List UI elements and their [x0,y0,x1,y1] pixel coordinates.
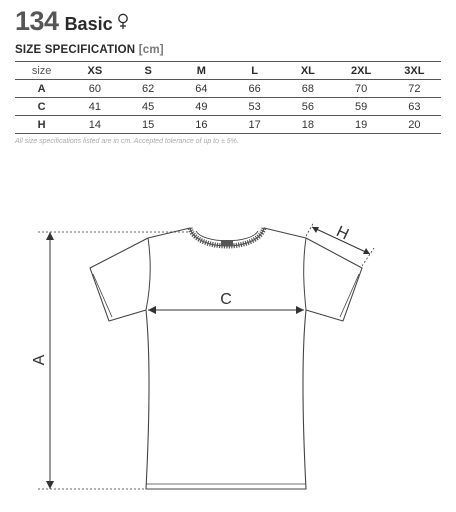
label-a: A [31,354,48,366]
column-header: 3XL [388,62,441,80]
table-cell: 56 [281,98,334,116]
table-cell: 17 [228,116,281,134]
table-cell: 63 [388,98,441,116]
table-cell: 19 [335,116,388,134]
label-h: H [333,223,352,244]
table-cell: 18 [281,116,334,134]
tshirt-outline [90,228,362,489]
column-header: XS [68,62,121,80]
table-cell: 70 [335,80,388,98]
table-cell: 53 [228,98,281,116]
row-label: H [15,116,68,134]
size-spec-unit: [cm] [138,44,164,56]
row-label: C [15,98,68,116]
product-name: Basic [64,14,113,34]
column-header: 2XL [335,62,388,80]
table-cell: 60 [68,80,121,98]
table-cell: 62 [122,80,175,98]
neck-label [221,240,233,246]
arrow-head [46,481,54,489]
label-c: C [220,291,232,308]
table-cell: 64 [175,80,228,98]
table-cell: 59 [335,98,388,116]
table-cell: 49 [175,98,228,116]
column-header: XL [281,62,334,80]
column-header: L [228,62,281,80]
row-label: A [15,80,68,98]
table-cell: 16 [175,116,228,134]
table-cell: 15 [122,116,175,134]
table-cell: 72 [388,80,441,98]
table-cell: 68 [281,80,334,98]
table-cell: 14 [68,116,121,134]
measure-h-tick-start [306,222,314,236]
table-cell: 66 [228,80,281,98]
column-header: size [15,62,68,80]
tolerance-note: All size specifications listed are in cm. Accepted tolerance of up to ± 5%. [15,138,239,145]
table-cell: 41 [68,98,121,116]
table-cell: 45 [122,98,175,116]
column-header: M [175,62,228,80]
table-cell: 20 [388,116,441,134]
size-spec-title-text: SIZE SPECIFICATION [15,44,136,56]
collar-inner [196,231,258,241]
arrow-head [46,232,54,240]
product-code: 134 [15,6,59,36]
column-header: S [122,62,175,80]
